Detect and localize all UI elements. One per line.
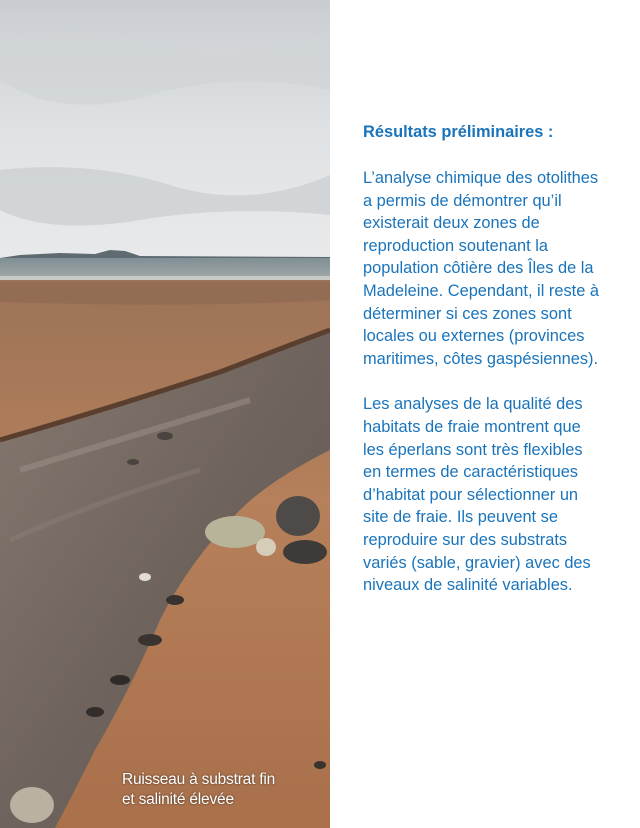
photo-caption (122, 770, 275, 810)
text-line: habitats de fraie montrent que (363, 417, 581, 436)
text-line: les éperlans sont très flexibles (363, 440, 583, 459)
paragraph-habitat (363, 393, 625, 596)
text-line: d’habitat pour sélectionner un (363, 485, 579, 504)
text-line: L’analyse chimique des otolithes (363, 169, 599, 187)
text-line: Les analyses de la qualité des (363, 395, 583, 414)
text-line: reproduire sur des substrats (363, 530, 568, 549)
text-line: maritimes, côtes gaspésiennes). (363, 349, 599, 368)
text-line: population côtière des Îles de la (363, 259, 594, 278)
text-line: locales ou externes (provinces (363, 327, 585, 346)
section-heading: Résultats préliminaires : (363, 123, 554, 141)
text-line: a permis de démontrer qu’il (363, 191, 562, 210)
results-text-column (363, 121, 625, 620)
text-line: variés (sable, gravier) avec des (363, 553, 591, 572)
text-line: en termes de caractéristiques (363, 463, 578, 482)
caption-line: et salinité élevée (122, 791, 234, 808)
text-line: existerait deux zones de (363, 214, 540, 233)
paragraph-otoliths (363, 167, 625, 370)
text-line: déterminer si ces zones sont (363, 304, 572, 323)
text-line: niveaux de salinité variables. (363, 576, 573, 595)
text-line: site de fraie. Ils peuvent se (363, 508, 558, 527)
caption-line: Ruisseau à substrat fin (122, 771, 276, 788)
text-line: Madeleine. Cependant, il reste à (363, 281, 599, 300)
text-line: reproduction soutenant la (363, 236, 548, 255)
